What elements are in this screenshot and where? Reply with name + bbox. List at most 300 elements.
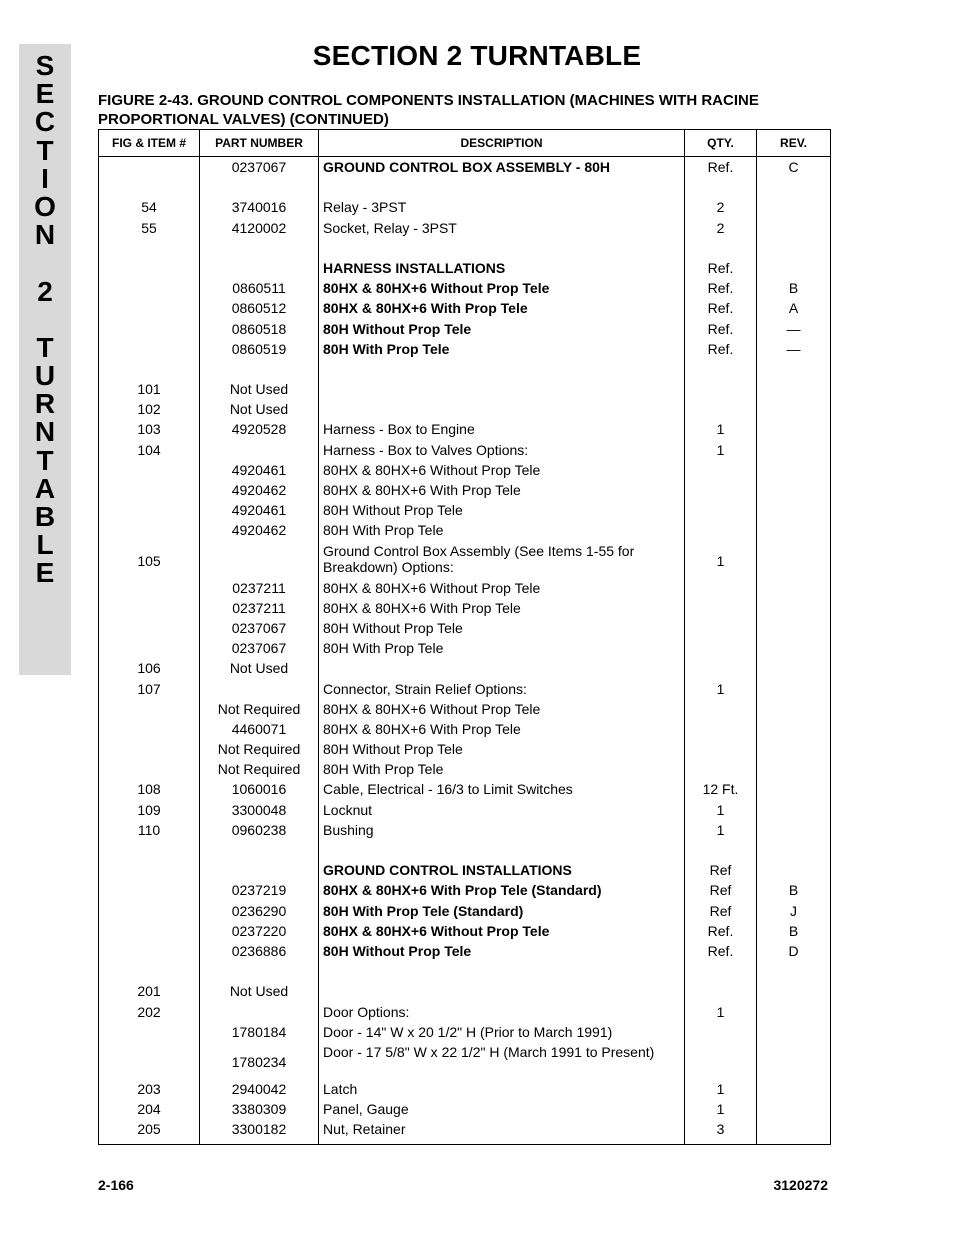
qty-cell	[685, 983, 757, 1003]
table-row	[99, 781, 831, 801]
qty-cell	[685, 640, 757, 660]
fig-item-cell: 54	[99, 199, 200, 219]
part-number-cell: 1060016	[200, 781, 319, 801]
table-spacer-row	[99, 361, 831, 381]
side-tab-letter: E	[35, 557, 55, 589]
part-number-cell: 4920528	[200, 421, 319, 441]
table-spacer-row	[99, 963, 831, 983]
fig-item-cell	[99, 502, 200, 522]
qty-cell	[685, 1044, 757, 1081]
part-number-cell: 0237211	[200, 600, 319, 620]
part-number-cell: Not Used	[200, 401, 319, 421]
rev-cell	[757, 462, 831, 482]
table-row	[99, 600, 831, 620]
qty-cell	[685, 620, 757, 640]
fig-item-cell	[99, 260, 200, 280]
description-cell: Harness - Box to Valves Options:	[319, 442, 685, 462]
description-cell: Locknut	[319, 802, 685, 822]
rev-cell	[757, 1044, 831, 1081]
table-row	[99, 341, 831, 361]
part-number-cell	[200, 240, 319, 260]
table-row	[99, 381, 831, 401]
document-number: 3120272	[773, 1177, 828, 1193]
table-row	[99, 220, 831, 240]
fig-item-cell	[99, 600, 200, 620]
side-tab-letter: L	[36, 529, 54, 561]
rev-cell: —	[757, 321, 831, 341]
rev-cell	[757, 1121, 831, 1145]
part-number-cell	[200, 862, 319, 882]
description-cell: Relay - 3PST	[319, 199, 685, 219]
qty-cell	[685, 600, 757, 620]
part-number-cell	[200, 361, 319, 381]
rev-cell	[757, 822, 831, 842]
qty-cell: 1	[685, 442, 757, 462]
parts-table-body	[99, 157, 831, 1145]
table-row	[99, 943, 831, 963]
section-title: SECTION 2 TURNTABLE	[312, 40, 642, 71]
table-row	[99, 462, 831, 482]
part-number-cell: 0236886	[200, 943, 319, 963]
part-number-cell	[200, 842, 319, 862]
part-number-cell	[200, 1004, 319, 1024]
part-number-cell: 4120002	[200, 220, 319, 240]
description-cell: 80HX & 80HX+6 Without Prop Tele	[319, 701, 685, 721]
rev-cell	[757, 620, 831, 640]
part-number-cell: 0237067	[200, 157, 319, 180]
description-cell: 80HX & 80HX+6 Without Prop Tele	[319, 923, 685, 943]
side-tab-spacer	[19, 249, 71, 277]
qty-cell	[685, 522, 757, 542]
table-row	[99, 1044, 831, 1081]
fig-item-cell	[99, 761, 200, 781]
rev-cell: J	[757, 903, 831, 923]
side-tab-letter: I	[41, 162, 49, 194]
rev-cell	[757, 442, 831, 462]
qty-cell: Ref.	[685, 321, 757, 341]
part-number-cell: 3300048	[200, 802, 319, 822]
fig-item-cell	[99, 482, 200, 502]
rev-cell: D	[757, 943, 831, 963]
qty-cell: Ref.	[685, 280, 757, 300]
rev-cell: B	[757, 923, 831, 943]
table-row	[99, 1004, 831, 1024]
description-cell: Ground Control Box Assembly (See Items 1-55 for Breakdown) Options:	[319, 543, 685, 580]
fig-item-cell	[99, 862, 200, 882]
description-cell: 80HX & 80HX+6 With Prop Tele	[319, 600, 685, 620]
fig-item-cell	[99, 522, 200, 542]
part-number-cell: Not Used	[200, 660, 319, 680]
header-description: DESCRIPTION	[319, 130, 685, 157]
rev-cell	[757, 179, 831, 199]
description-cell: 80H Without Prop Tele	[319, 321, 685, 341]
part-number-cell: 0237211	[200, 580, 319, 600]
side-tab-spacer	[19, 306, 71, 334]
table-row	[99, 300, 831, 320]
description-cell: 80H Without Prop Tele	[319, 741, 685, 761]
description-cell: Latch	[319, 1081, 685, 1101]
description-cell: 80HX & 80HX+6 Without Prop Tele	[319, 580, 685, 600]
qty-cell: 1	[685, 1004, 757, 1024]
part-number-cell: 2940042	[200, 1081, 319, 1101]
fig-item-cell	[99, 701, 200, 721]
rev-cell	[757, 421, 831, 441]
rev-cell	[757, 963, 831, 983]
fig-item-cell	[99, 903, 200, 923]
table-row	[99, 1121, 831, 1145]
side-tab-letter: O	[34, 190, 56, 222]
rev-cell	[757, 522, 831, 542]
description-cell	[319, 963, 685, 983]
part-number-cell	[200, 543, 319, 580]
table-row	[99, 543, 831, 580]
qty-cell	[685, 741, 757, 761]
qty-cell	[685, 1024, 757, 1044]
rev-cell	[757, 701, 831, 721]
part-number-cell: 0236290	[200, 903, 319, 923]
fig-item-cell	[99, 882, 200, 902]
description-cell: Panel, Gauge	[319, 1101, 685, 1121]
qty-cell	[685, 462, 757, 482]
part-number-cell: 1780184	[200, 1024, 319, 1044]
table-row	[99, 903, 831, 923]
table-row	[99, 321, 831, 341]
description-cell: 80HX & 80HX+6 Without Prop Tele	[319, 280, 685, 300]
table-row	[99, 1081, 831, 1101]
description-cell: 80H Without Prop Tele	[319, 502, 685, 522]
section-side-tab	[19, 44, 71, 675]
rev-cell	[757, 482, 831, 502]
description-cell: Socket, Relay - 3PST	[319, 220, 685, 240]
fig-item-cell	[99, 741, 200, 761]
part-number-cell	[200, 179, 319, 199]
description-cell: 80HX & 80HX+6 With Prop Tele	[319, 300, 685, 320]
header-rev: REV.	[757, 130, 831, 157]
qty-cell	[685, 502, 757, 522]
table-row	[99, 522, 831, 542]
rev-cell	[757, 502, 831, 522]
table-row	[99, 862, 831, 882]
side-tab-letter: E	[35, 78, 55, 110]
table-row	[99, 721, 831, 741]
rev-cell	[757, 640, 831, 660]
qty-cell: 3	[685, 1121, 757, 1145]
qty-cell: Ref.	[685, 943, 757, 963]
rev-cell	[757, 260, 831, 280]
rev-cell	[757, 1101, 831, 1121]
part-number-cell: 0237220	[200, 923, 319, 943]
table-row	[99, 482, 831, 502]
rev-cell: B	[757, 280, 831, 300]
table-row	[99, 199, 831, 219]
fig-item-cell	[99, 842, 200, 862]
part-number-cell: Not Required	[200, 701, 319, 721]
figure-title: FIGURE 2-43. GROUND CONTROL COMPONENTS INSTALLATION (MACHINES WITH RACINE PROPORTIONAL VALVES) (CONTINUED)	[98, 92, 759, 128]
table-row	[99, 280, 831, 300]
description-cell	[319, 361, 685, 381]
side-tab-letter: U	[34, 360, 56, 392]
description-cell: 80HX & 80HX+6 With Prop Tele	[319, 482, 685, 502]
rev-cell	[757, 1024, 831, 1044]
qty-cell	[685, 842, 757, 862]
qty-cell	[685, 660, 757, 680]
fig-item-cell: 202	[99, 1004, 200, 1024]
qty-cell: Ref	[685, 903, 757, 923]
fig-item-cell	[99, 280, 200, 300]
qty-cell: 1	[685, 822, 757, 842]
page-number: 2-166	[98, 1177, 134, 1193]
side-tab-letter: A	[34, 472, 56, 504]
description-cell: GROUND CONTROL BOX ASSEMBLY - 80H	[319, 157, 685, 180]
table-row	[99, 502, 831, 522]
part-number-cell: 0960238	[200, 822, 319, 842]
table-row	[99, 802, 831, 822]
description-cell: Door Options:	[319, 1004, 685, 1024]
qty-cell	[685, 361, 757, 381]
table-row	[99, 157, 831, 180]
fig-item-cell: 102	[99, 401, 200, 421]
rev-cell	[757, 761, 831, 781]
table-row	[99, 1101, 831, 1121]
description-cell: HARNESS INSTALLATIONS	[319, 260, 685, 280]
rev-cell	[757, 660, 831, 680]
qty-cell: 1	[685, 543, 757, 580]
side-tab-letter: C	[34, 106, 56, 138]
description-cell	[319, 381, 685, 401]
fig-item-cell	[99, 157, 200, 180]
description-cell: Bushing	[319, 822, 685, 842]
qty-cell	[685, 482, 757, 502]
side-tab-letter: N	[34, 416, 56, 448]
qty-cell: 1	[685, 1101, 757, 1121]
table-row	[99, 260, 831, 280]
part-number-cell	[200, 681, 319, 701]
side-tab-letter: T	[36, 444, 54, 476]
qty-cell: Ref.	[685, 157, 757, 180]
description-cell	[319, 179, 685, 199]
fig-item-cell	[99, 179, 200, 199]
rev-cell: —	[757, 341, 831, 361]
rev-cell	[757, 983, 831, 1003]
qty-cell: Ref	[685, 882, 757, 902]
part-number-cell: 0860518	[200, 321, 319, 341]
rev-cell	[757, 721, 831, 741]
fig-item-cell	[99, 1044, 200, 1081]
fig-item-cell: 205	[99, 1121, 200, 1145]
part-number-cell	[200, 963, 319, 983]
rev-cell	[757, 580, 831, 600]
fig-item-cell: 201	[99, 983, 200, 1003]
header-part-number: PART NUMBER	[200, 130, 319, 157]
rev-cell	[757, 781, 831, 801]
description-cell: Nut, Retainer	[319, 1121, 685, 1145]
qty-cell: Ref.	[685, 260, 757, 280]
description-cell: Cable, Electrical - 16/3 to Limit Switches	[319, 781, 685, 801]
part-number-cell: 0860519	[200, 341, 319, 361]
fig-item-cell	[99, 963, 200, 983]
side-tab-letter: B	[34, 501, 56, 532]
fig-item-cell	[99, 240, 200, 260]
table-row	[99, 1024, 831, 1044]
part-number-cell: 4920462	[200, 482, 319, 502]
table-row	[99, 421, 831, 441]
fig-item-cell	[99, 640, 200, 660]
fig-item-cell	[99, 361, 200, 381]
side-tab-letter: S	[35, 50, 55, 81]
rev-cell	[757, 361, 831, 381]
qty-cell: 12 Ft.	[685, 781, 757, 801]
part-number-cell: 3300182	[200, 1121, 319, 1145]
part-number-cell: Not Used	[200, 381, 319, 401]
table-row	[99, 640, 831, 660]
description-cell	[319, 240, 685, 260]
table-spacer-row	[99, 842, 831, 862]
qty-cell	[685, 401, 757, 421]
description-cell: 80H With Prop Tele	[319, 522, 685, 542]
description-cell: 80H With Prop Tele	[319, 341, 685, 361]
part-number-cell	[200, 260, 319, 280]
side-tab-letter: N	[34, 219, 56, 251]
fig-item-cell	[99, 1024, 200, 1044]
side-tab-letter: 2	[37, 275, 53, 307]
part-number-cell: 0860512	[200, 300, 319, 320]
table-row	[99, 741, 831, 761]
rev-cell	[757, 681, 831, 701]
part-number-cell: 1780234	[200, 1044, 319, 1081]
description-cell: 80H With Prop Tele	[319, 640, 685, 660]
rev-cell	[757, 802, 831, 822]
fig-item-cell: 109	[99, 802, 200, 822]
qty-cell	[685, 240, 757, 260]
qty-cell: Ref.	[685, 300, 757, 320]
fig-item-cell	[99, 943, 200, 963]
rev-cell	[757, 240, 831, 260]
part-number-cell: 3740016	[200, 199, 319, 219]
fig-item-cell: 106	[99, 660, 200, 680]
qty-cell: 2	[685, 220, 757, 240]
part-number-cell: 0237067	[200, 640, 319, 660]
description-cell: 80H With Prop Tele (Standard)	[319, 903, 685, 923]
table-row	[99, 660, 831, 680]
side-tab-letters	[19, 52, 71, 588]
fig-item-cell	[99, 321, 200, 341]
side-tab-letter: T	[36, 331, 54, 363]
description-cell	[319, 401, 685, 421]
rev-cell	[757, 1004, 831, 1024]
qty-cell	[685, 179, 757, 199]
part-number-cell: 4920461	[200, 502, 319, 522]
table-row	[99, 620, 831, 640]
table-row	[99, 681, 831, 701]
part-number-cell	[200, 442, 319, 462]
qty-cell	[685, 701, 757, 721]
description-cell: Harness - Box to Engine	[319, 421, 685, 441]
rev-cell: B	[757, 882, 831, 902]
part-number-cell: 0237067	[200, 620, 319, 640]
fig-item-cell	[99, 620, 200, 640]
description-cell: 80HX & 80HX+6 With Prop Tele (Standard)	[319, 882, 685, 902]
description-cell: 80HX & 80HX+6 Without Prop Tele	[319, 462, 685, 482]
qty-cell	[685, 721, 757, 741]
rev-cell	[757, 543, 831, 580]
header-fig-item: FIG & ITEM #	[99, 130, 200, 157]
qty-cell	[685, 963, 757, 983]
side-tab-letter: R	[34, 388, 56, 420]
part-number-cell: 3380309	[200, 1101, 319, 1121]
rev-cell	[757, 199, 831, 219]
description-cell	[319, 983, 685, 1003]
part-number-cell: 0860511	[200, 280, 319, 300]
table-spacer-row	[99, 179, 831, 199]
description-cell: Door - 17 5/8" W x 22 1/2" H (March 1991 to Present)	[319, 1044, 685, 1081]
description-cell: 80H With Prop Tele	[319, 761, 685, 781]
table-row	[99, 442, 831, 462]
rev-cell	[757, 220, 831, 240]
table-row	[99, 882, 831, 902]
fig-item-cell: 107	[99, 681, 200, 701]
fig-item-cell: 105	[99, 543, 200, 580]
table-row	[99, 401, 831, 421]
fig-item-cell	[99, 721, 200, 741]
part-number-cell: Not Required	[200, 741, 319, 761]
table-row	[99, 701, 831, 721]
rev-cell	[757, 600, 831, 620]
fig-item-cell: 55	[99, 220, 200, 240]
rev-cell: A	[757, 300, 831, 320]
description-cell: 80H Without Prop Tele	[319, 943, 685, 963]
qty-cell: Ref.	[685, 341, 757, 361]
description-cell	[319, 660, 685, 680]
rev-cell	[757, 862, 831, 882]
description-cell: 80HX & 80HX+6 With Prop Tele	[319, 721, 685, 741]
fig-item-cell: 203	[99, 1081, 200, 1101]
description-cell: Connector, Strain Relief Options:	[319, 681, 685, 701]
qty-cell: 2	[685, 199, 757, 219]
rev-cell	[757, 381, 831, 401]
description-cell: Door - 14" W x 20 1/2" H (Prior to March 1991)	[319, 1024, 685, 1044]
parts-table	[98, 129, 831, 1145]
table-spacer-row	[99, 240, 831, 260]
rev-cell	[757, 401, 831, 421]
part-number-cell: Not Used	[200, 983, 319, 1003]
table-row	[99, 822, 831, 842]
table-header-row	[99, 130, 831, 157]
qty-cell	[685, 761, 757, 781]
qty-cell: 1	[685, 1081, 757, 1101]
rev-cell	[757, 842, 831, 862]
rev-cell	[757, 741, 831, 761]
table-row	[99, 761, 831, 781]
fig-item-cell	[99, 300, 200, 320]
rev-cell: C	[757, 157, 831, 180]
fig-item-cell: 108	[99, 781, 200, 801]
qty-cell: 1	[685, 802, 757, 822]
part-number-cell: 4920461	[200, 462, 319, 482]
fig-item-cell: 104	[99, 442, 200, 462]
qty-cell: 1	[685, 421, 757, 441]
qty-cell	[685, 381, 757, 401]
part-number-cell: 4920462	[200, 522, 319, 542]
qty-cell: Ref	[685, 862, 757, 882]
part-number-cell: 4460071	[200, 721, 319, 741]
fig-item-cell: 103	[99, 421, 200, 441]
fig-item-cell	[99, 341, 200, 361]
qty-cell	[685, 580, 757, 600]
fig-item-cell: 204	[99, 1101, 200, 1121]
table-row	[99, 983, 831, 1003]
rev-cell	[757, 1081, 831, 1101]
fig-item-cell	[99, 580, 200, 600]
